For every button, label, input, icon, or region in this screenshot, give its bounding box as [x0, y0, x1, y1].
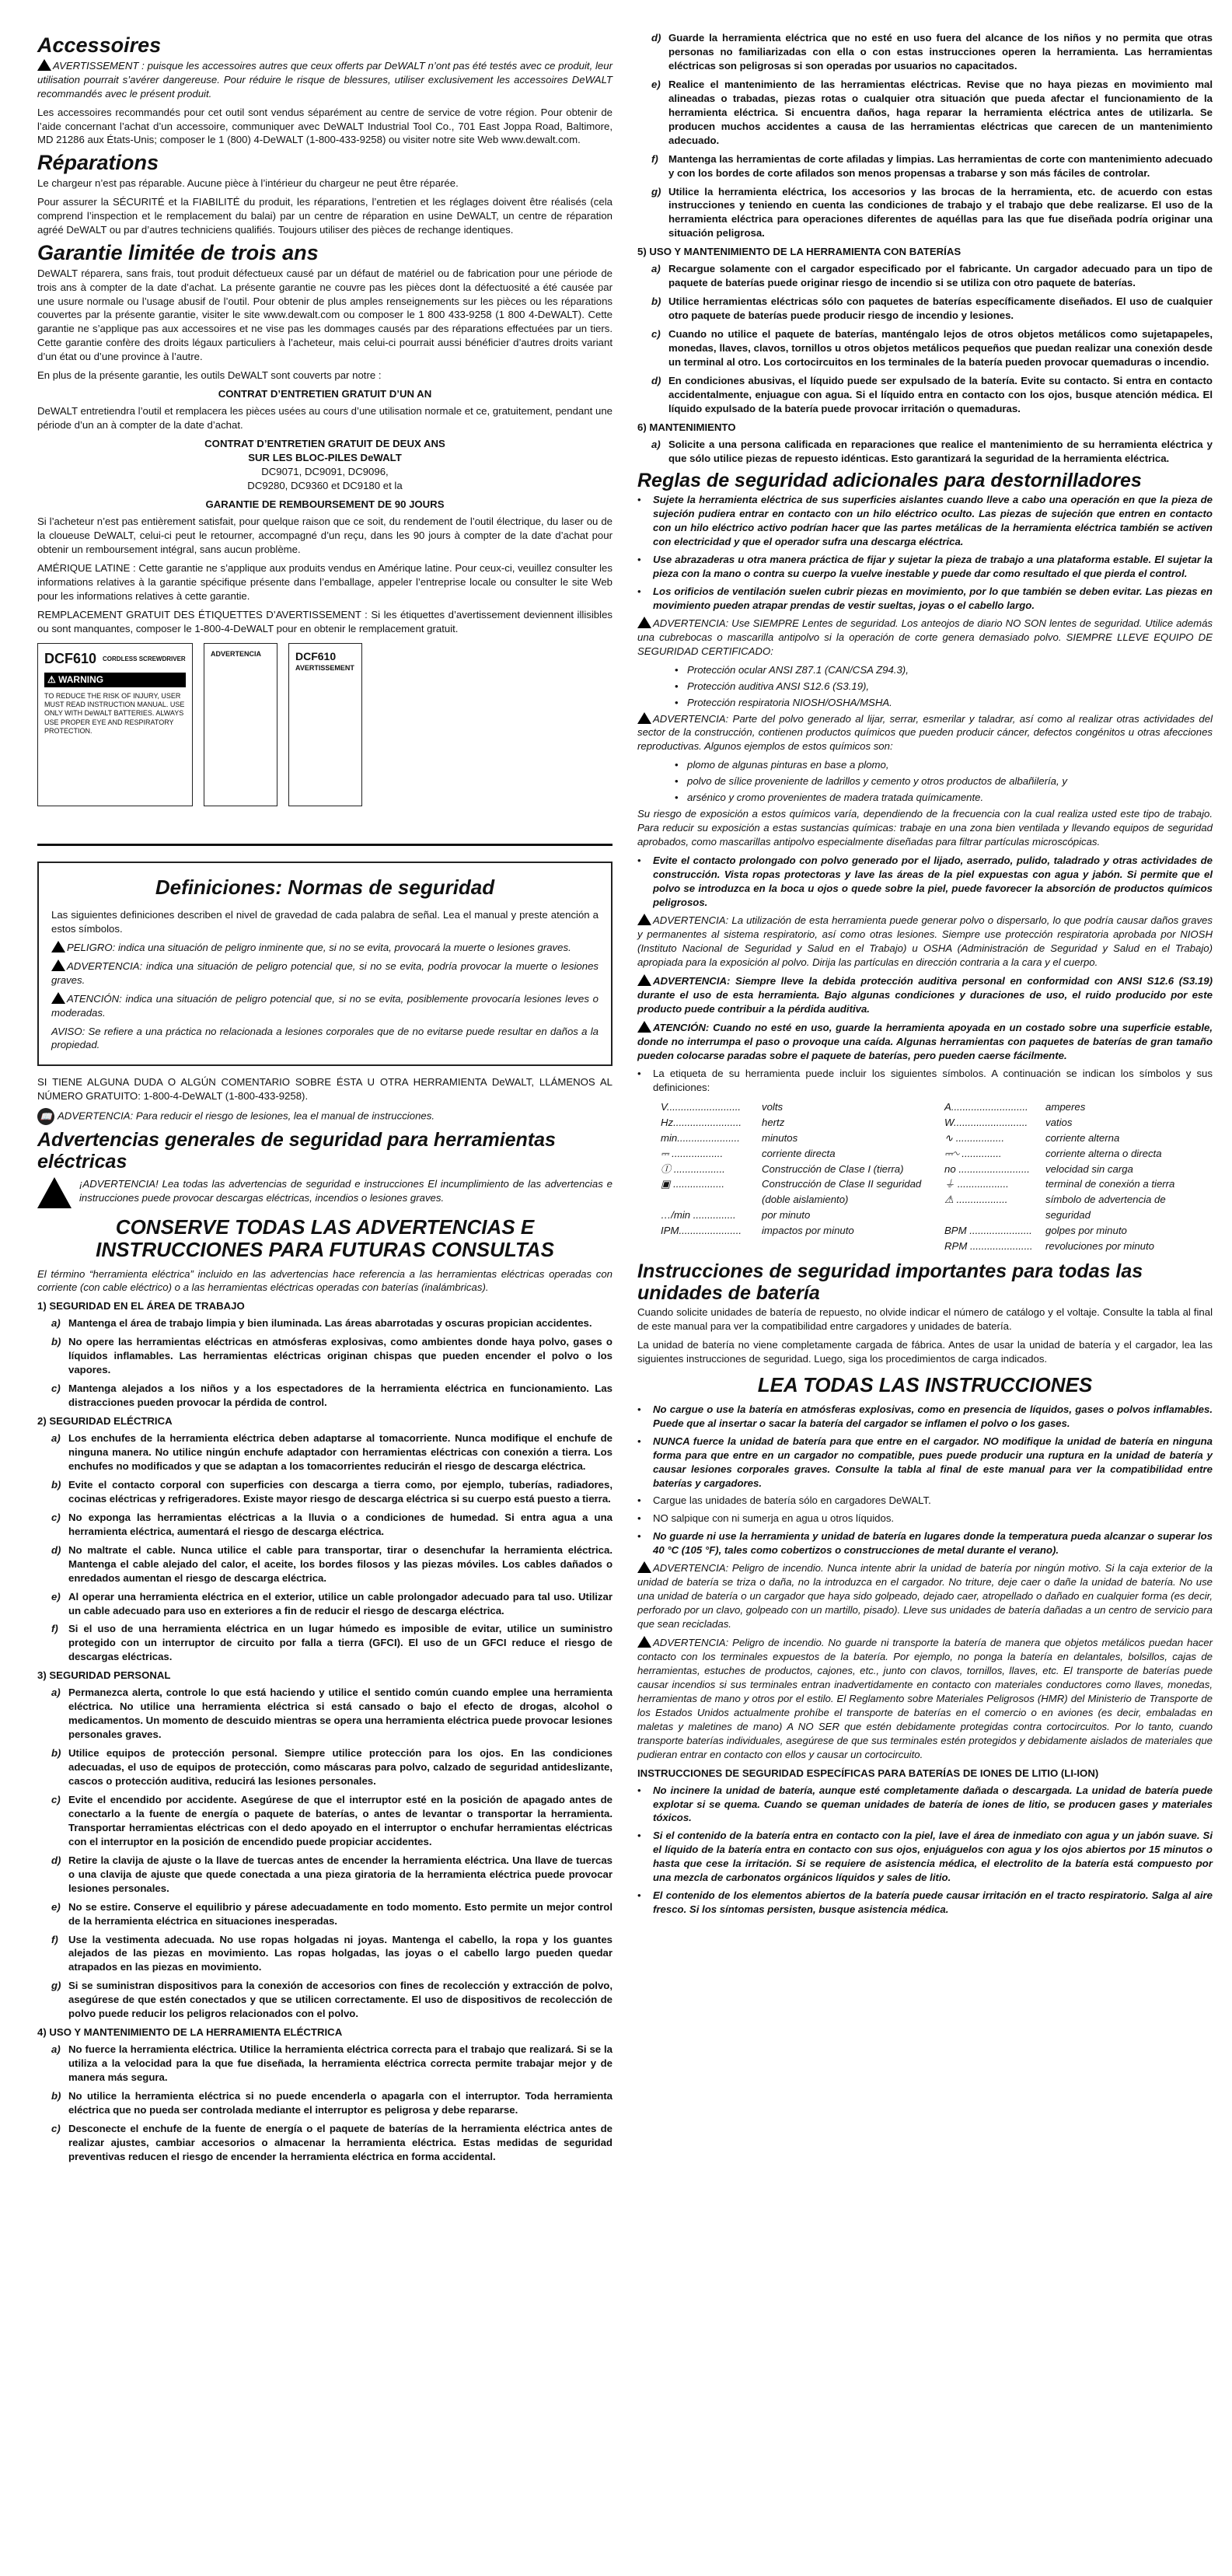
symbol-key: A........................... [944, 1101, 1028, 1113]
symbol-row [944, 1192, 1213, 1223]
item-2d: d) No maltrate el cable. Nunca utilice el cable para transportar, tirar o desenchufar la herramienta eléctrica. Mantenga el cable alejado del calor, el aceite, los bordes filosos y las piezas móviles. Los cables dañados o enredados aumentan el riesgo de descarga eléctrica. [51, 1543, 613, 1584]
garantie-p2: En plus de la présente garantie, les outils DeWALT sont couverts par notre : [37, 369, 382, 382]
sec-6: 6) MANTENIMIENTO [637, 421, 736, 433]
generales-intro: El término “herramienta eléctrica” incluido en las advertencias hace referencia a las herramientas eléctricas operadas con corriente (con cable eléctrico) o a las herramientas eléctricas operadas con baterías (inalámbricas). [37, 1267, 613, 1294]
reparations-p2: Pour assurer la SÉCURITÉ et la FIABILITÉ du produit, les réparations, l’entretien et les réglages doivent être réalisés (cela comprend l’inspection et le remplacement du balai) par un centre de réparation en usine DeWALT, un centre de réparation agréé DeWALT ou par d’autres techniciens qualifiés. Toujours utiliser des pièces de rechange identiques. [37, 196, 613, 236]
warning-triangle-icon [637, 914, 651, 925]
destorn-adv4: ADVERTENCIA: Siempre lleve la debida protección auditiva personal en conformidad con ANSI S12.6 (S3.19) durante el uso de esta herramienta. Bajo algunas condiciones y duraciones de uso, el ruido producido por este producto puede contribuir a la pérdida auditiva. [637, 974, 1213, 1015]
sec-4: 4) USO Y MANTENIMIENTO DE LA HERRAMIENTA ELÉCTRICA [37, 2026, 343, 2039]
garantie-p5: AMÉRIQUE LATINE : Cette garantie ne s’applique aux produits vendus en Amérique latine. Pour ceux-ci, veuillez consulter les informations relatives à la garantie spécifique présente dans l’emballage, appeler l’entreprise locale ou consulter le site Web pour les informations relatives à cette garantie. [37, 561, 613, 602]
warning-triangle-icon [37, 59, 51, 71]
item-3b: b) Utilice equipos de protección personal. Siempre utilice protección para los ojos. En las condiciones adecuadas, el uso de equipos de protección, como máscaras para polvo, calzado de seguridad antideslizante, cascos o protección auditiva, reducirá las lesiones personales. [51, 1747, 613, 1787]
item-1c: c) Mantenga alejados a los niños y a los espectadores de la herramienta eléctrica en funcionamiento. Las distracciones pueden provocar la pérdida de control. [51, 1382, 613, 1409]
read-manual-icon: 📖 [37, 1108, 54, 1125]
item-3c: c) Evite el encendido por accidente. Asegúrese de que el interruptor esté en la posición de apagado antes de conectarlo a la fuente de energía o paquete de baterías, o antes de levantar o transportar la herramienta. Transportar herramientas eléctricas con el dedo apoyado en el interruptor o enchufar herramientas eléctricas con el interruptor en la posición de encendido puede propiciar accidentes. [51, 1793, 613, 1847]
destorn-b2: • Use abrazaderas u otra manera práctica de fijar y sujetar la pieza de trabajo a una plataforma estable. El sujetar la pieza con la mano o contra su cuerpo la vuelve inestable y puede dar como resultado el que pierda el control. [637, 554, 1213, 579]
symbol-meaning: vatios [1045, 1117, 1073, 1129]
garantie-h2c: DC9071, DC9091, DC9096, [261, 465, 389, 477]
item-2c: c) No exponga las herramientas eléctricas a la lluvia o a condiciones de humedad. Si entra agua a una herramienta eléctrica, aumentará el riesgo de descarga eléctrica. [51, 1511, 613, 1537]
item-5c: c) Cuando no utilice el paquete de baterías, manténgalo lejos de otros objetos metálicos como sujetapapeles, monedas, llaves, clavos, tornillos u otros objetos metálicos pequeños que puedan realizar una conexión desde un terminal al otro. Los cortocircuitos en los terminales de la batería pueden provocar quemaduras o incendio. [651, 328, 1213, 369]
item-4c: c) Desconecte el enchufe de la fuente de energía o el paquete de baterías de la herramienta eléctrica antes de realizar ajustes, cambiar accesorios o almacenar la herramienta eléctrica. Estas medidas de seguridad preventivas reducen el riesgo de encender la herramienta eléctrica en forma accidental. [51, 2122, 613, 2162]
sec-5: 5) USO Y MANTENIMIENTO DE LA HERRAMIENTA CON BATERÍAS [637, 246, 962, 258]
item-1a: a) Mantenga el área de trabajo limpia y bien iluminada. Las áreas abarrotadas y oscuras propician accidentes. [51, 1317, 592, 1330]
sec-2: 2) SEGURIDAD ELÉCTRICA [37, 1415, 173, 1428]
symbol-row [944, 1176, 1213, 1192]
item-3d: d) Retire la clavija de ajuste o la llave de tuercas antes de encender la herramienta eléctrica. Una llave de tuercas o una clavija de ajuste que quede conectada a una pieza giratoria de la herramienta eléctrica puede provocar lesiones personales. [51, 1854, 613, 1894]
litio-b2: • Si el contenido de la batería entra en contacto con la piel, lave el área de inmediato con agua y un jabón suave. Si el líquido de la batería entra en contacto con sus ojos, enjuáguelos con agua y los ojos abiertos por 15 minutos o hasta que cese la irritación. Si se requiere de asistencia médica, el electrolito de la batería está compuesto por una mezcla de carbonatos orgánicos líquidos y sales de litio. [637, 1830, 1213, 1884]
symbol-meaning: corriente alterna o directa [1045, 1147, 1162, 1159]
warning-triangle-icon [51, 941, 65, 952]
destorn-adv2: ADVERTENCIA: Parte del polvo generado al lijar, serrar, esmerilar y taladrar, así como al realizar otras actividades del sector de la construcción, contienen productos químicos que pueden producir cáncer, defectos congénitos u otras afecciones reproductivas. Algunos ejemplos de estos químicos son: [637, 712, 1213, 753]
symbol-meaning: símbolo de advertencia de seguridad [1045, 1194, 1166, 1221]
sec-1: 1) SEGURIDAD EN EL ÁREA DE TRABAJO [37, 1300, 245, 1312]
item-5b: b) Utilice herramientas eléctricas sólo con paquetes de baterías específicamente diseñados. El uso de cualquier otro paquete de baterías puede producir riesgo de incendio y lesiones. [651, 295, 1213, 322]
destorn-adv1: ADVERTENCIA: Use SIEMPRE Lentes de seguridad. Los anteojos de diario NO SON lentes de seguridad. Utilice además una cubrebocas o mascarilla antipolvo si la operación de corte genera demasiado polvo. SIEMPRE LLEVE EQUIPO DE SEGURIDAD CERTIFICADO: [637, 617, 1213, 657]
warning-triangle-icon [37, 1177, 72, 1208]
symbol-key: min...................... [661, 1131, 740, 1144]
garantie-p6: REMPLACEMENT GRATUIT DES ÉTIQUETTES D’AVERTISSEMENT : Si les étiquettes d’avertissement deviennent illisibles ou sont manquantes, composer le 1-800-4-DeWALT pour en obtenir le remplacement gratuit. [37, 608, 613, 634]
warning-triangle-icon [637, 1021, 651, 1033]
item-3e: e) No se estire. Conserve el equilibrio y párese adecuadamente en todo momento. Esto permite un mejor control de la herramienta eléctrica en situaciones inesperadas. [51, 1900, 613, 1927]
reparations-p1: Le chargeur n’est pas réparable. Aucune pièce à l’intérieur du chargeur ne peut être réparée. [37, 177, 459, 190]
bateria-b2: • NUNCA fuerce la unidad de batería para que entre en el cargador. NO modifique la unidad de batería en ninguna forma para que entre en un cargador no compatible, pues puede producir una ruptura en la unidad de batería y causar lesiones corporales graves. Consulte la tabla al final de este manual para ver la compatibilidad entre baterías y cargadores. [637, 1435, 1213, 1489]
lea-heading: LEA TODAS LAS INSTRUCCIONES [757, 1373, 1093, 1397]
symbol-row [944, 1115, 1213, 1131]
conserve-heading: CONSERVE TODAS LAS ADVERTENCIAS E INSTRUCCIONES PARA FUTURAS CONSULTAS [96, 1215, 554, 1261]
divider [37, 844, 613, 846]
symbol-meaning: impactos por minuto [762, 1224, 854, 1236]
symbol-meaning: Construcción de Clase I (tierra) [762, 1162, 904, 1175]
symbol-meaning: hertz [762, 1117, 785, 1129]
garantie-p4: Si l’acheteur n’est pas entièrement satisfait, pour quelque raison que ce soit, du rendement de l’outil électrique, du laser ou de la cloueuse DeWALT, celui-ci peut le retourner, accompagné d’un reçu, dans les 90 jours à compter de la date d’achat pour obtenir un remboursement intégral, sans aucun problème. [37, 515, 613, 555]
warning-triangle-icon [637, 617, 651, 628]
item-4g: g) Utilice la herramienta eléctrica, los accesorios y las brocas de la herramienta, etc. de acuerdo con estas instrucciones y teniendo en cuenta las condiciones de trabajo y el trabajo que debe realizarse. El uso de la herramienta eléctrica para operaciones diferentes de aquéllas para las que fue diseñada podría originar una situación peligrosa. [651, 185, 1213, 239]
def-advertencia: ADVERTENCIA: indica una situación de peligro potencial que, si no se evita, podría provocar la muerte o lesiones graves. [51, 959, 599, 986]
symbol-row [661, 1115, 929, 1131]
symbol-meaning: revoluciones por minuto [1045, 1239, 1155, 1252]
symbol-key: ⏚ .................. [944, 1178, 1009, 1190]
reparations-title: Réparations [37, 151, 159, 175]
garantie-p3: DeWALT entretiendra l’outil et remplacera les pièces usées au cours d’une utilisation normale et ce, gratuitement, pendant une période d’un an à compter de la date d’achat. [37, 405, 613, 432]
item-4b: b) No utilice la herramienta eléctrica si no puede encenderla o apagarla con el interruptor. Toda herramienta eléctrica que no pueda ser controlada mediante el interruptor es peligrosa y debe repararse. [51, 2090, 613, 2116]
symbol-row [944, 1131, 1213, 1146]
item-2b: b) Evite el contacto corporal con superficies con descarga a tierra como, por ejemplo, tuberías, radiadores, cocinas eléctricas y refrigeradores. Existe mayor riesgo de descarga eléctrica si su cuerpo está puesto a tierra. [51, 1478, 613, 1505]
accessoires-body: Les accessoires recommandés pour cet outil sont vendus séparément au centre de service de votre région. Pour obtenir de l’aide concernant l’achat d’un accessoire, communiquer avec DeWALT Industrial Tool Co., 701 East Joppa Road, Baltimore, MD 21286 aux États-Unis; composer le 1 (800) 4-DeWALT (1-800-433-9258) ou visiter notre site Web www.dewalt.com. [37, 106, 613, 146]
litio-heading: INSTRUCCIONES DE SEGURIDAD ESPECÍFICAS PARA BATERÍAS DE IONES DE LITIO (LI-ION) [637, 1767, 1099, 1779]
destorn-adv3: ADVERTENCIA: La utilización de esta herramienta puede generar polvo o dispersarlo, lo que podría causar daños graves y permanentes al sistema respiratorio, así como otras lesiones. Siempre use protección respiratoria aprobada por NIOSH (Instituto Nacional de Seguridad y Salud en el Trabajo) u OSHA (Administración de Seguridad y Salud en el Trabajo) apropiada para la exposición al polvo. Dirija las partículas en dirección contraria a la cara y el cuerpo. [637, 914, 1213, 968]
bateria-adv2: ADVERTENCIA: Peligro de incendio. No guarde ni transporte la batería de manera que objetos metálicos puedan hacer contacto con los terminales expuestos de la batería. Por ejemplo, no ponga la batería en delantales, bolsillos, cajas de herramientas, estuches de productos, cajones, etc., junto con clavos, tornillos, llaves, etc. El transporte de baterías puede causar incendios si sus terminales entran inadvertidamente en contacto con materiales conductores como llaves, monedas, herramientas de mano y otros por el estilo. El Reglamento sobre Materiales Peligrosos (HMR) del Ministerio de Transporte de los Estados Unidos actualmente prohíbe el transporte de baterías en el comercio o en aviones (es decir, embaladas en maletas y maletines de mano) A NO SER que estén debidamente protegidas contra cortocircuitos. Por lo tanto, cuando transporte baterías individuales, asegúrese de que sus terminales estén protegidos y debidamente aislados de materiales que pudieran entrar en contacto con ellos y causar un cortocircuito. [637, 1637, 1213, 1760]
sec-3: 3) SEGURIDAD PERSONAL [37, 1669, 171, 1682]
symbol-key: Hz........................ [661, 1117, 742, 1129]
warning-triangle-icon [51, 992, 65, 1004]
left-column [37, 31, 613, 2169]
label-spanish: ADVERTENCIA [204, 643, 277, 806]
symbol-key: IPM...................... [661, 1224, 742, 1236]
symbol-meaning: terminal de conexión a tierra [1045, 1178, 1175, 1190]
bateria-b5: • No guarde ni use la herramienta y unidad de batería en lugares donde la temperatura pueda alcanzar o superar los 40 °C (105 °F), tales como cobertizos o construcciones de metal durante el verano). [637, 1530, 1213, 1557]
item-4f: f) Mantenga las herramientas de corte afiladas y limpias. Las herramientas de corte con mantenimiento adecuado y con los bordes de corte afilados son menos propensas a trabarse y son más fáciles de controlar. [651, 152, 1213, 179]
item-4e: e) Realice el mantenimiento de las herramientas eléctricas. Revise que no haya piezas en movimiento mal alineadas o trabadas, piezas rotas o cualquier otra situación que pueda afectar el funcionamiento de la herramienta eléctrica. Si encuentra daños, haga reparar la herramienta eléctrica antes de utilizarla. Se producen muchos accidentes a causa de las herramientas eléctricas que carecen de un mantenimiento adecuado. [651, 78, 1213, 146]
product-label [37, 643, 193, 806]
warning-triangle-icon [637, 1561, 651, 1573]
bateria-b3: • Cargue las unidades de batería sólo en cargadores DeWALT. [637, 1494, 931, 1507]
destorn-aten: ATENCIÓN: Cuando no esté en uso, guarde la herramienta apoyada en un costado sobre una superficie estable, donde no interrumpa el paso o provoque una caída. Algunas herramientas con paquetes de baterías de gran tamaño pueden colocarse paradas sobre el paquete de baterías, pero pueden caerse fácilmente. [637, 1021, 1213, 1061]
def-peligro: PELIGRO: indica una situación de peligro inminente que, si no se evita, provocará la muerte o lesiones graves. [51, 941, 599, 955]
symbol-row [944, 1162, 1213, 1177]
destorn-sub5: • polvo de sílice proveniente de ladrillos y cemento y otros productos de albañilería, y [675, 775, 1067, 788]
symbol-meaning: amperes [1045, 1101, 1086, 1113]
adv-read-manual: 📖 ADVERTENCIA: Para reducir el riesgo de lesiones, lea el manual de instrucciones. [37, 1108, 613, 1125]
destorn-b5: • La etiqueta de su herramienta puede incluir los siguientes símbolos. A continuación se indican los símbolos y sus definiciones: [637, 1068, 1213, 1094]
product-label-text: TO REDUCE THE RISK OF INJURY, USER MUST READ INSTRUCTION MANUAL. USE ONLY WITH DeWALT BATTERIES. ALWAYS USE PROPER EYE AND RESPIRATORY PROTECTION. [44, 691, 185, 735]
item-4d: d) Guarde la herramienta eléctrica que no esté en uso fuera del alcance de los niños y no permita que otras personas no familiarizadas con ella o con estas instrucciones operen la herramienta. Las herramientas eléctricas son peligrosas si son operadas por usuarios no capacitados. [651, 32, 1213, 72]
item-1b: b) No opere las herramientas eléctricas en atmósferas explosivas, como ambientes donde haya polvo, gases o líquidos inflamables. Las herramientas eléctricas originan chispas que pueden encender el polvo o los vapores. [51, 1336, 613, 1376]
symbol-row [661, 1131, 929, 1146]
bateria-b1: • No cargue o use la batería en atmósferas explosivas, como en presencia de líquidos, gases o polvos inflamables. Puede que al insertar o sacar la batería del cargador se inflamen el polvo o los gases. [637, 1403, 1213, 1429]
symbol-key: RPM ...................... [944, 1239, 1033, 1252]
symbol-row [661, 1176, 929, 1208]
symbol-meaning: corriente alterna [1045, 1131, 1120, 1144]
right-column [637, 31, 1213, 1921]
product-label-model: DCF610 CORDLESS SCREWDRIVER [44, 651, 186, 667]
symbol-key: BPM ...................... [944, 1224, 1032, 1236]
destorn-sub3: • Protección respiratoria NIOSH/OSHA/MSHA. [675, 696, 892, 708]
destorn-b1: • Sujete la herramienta eléctrica de sus superficies aislantes cuando lleve a cabo una operación en que la pieza de sujeción pudiera entrar en contacto con un hilo eléctrico oculto. Las piezas de sujeción que entren en contacto con un hilo eléctrico activo podrían hacer que las partes metálicas de la herramienta eléctrica también se activen con electricidad y que el operador sufra una descarga eléctrica. [637, 494, 1213, 548]
symbol-row [944, 1099, 1213, 1115]
symbol-row [944, 1223, 1213, 1239]
symbol-meaning: golpes por minuto [1045, 1224, 1127, 1236]
symbol-row [661, 1208, 929, 1223]
symbol-meaning: por minuto [762, 1208, 811, 1221]
symbol-key: ▣ .................. [661, 1178, 725, 1190]
item-4a: a) No fuerce la herramienta eléctrica. Utilice la herramienta eléctrica correcta para el trabajo que realizará. Si se la utiliza a la velocidad para la que fue diseñada, la herramienta eléctrica correcta permite trabajar mejor y de manera más segura. [51, 2043, 613, 2084]
bateria-adv1: ADVERTENCIA: Peligro de incendio. Nunca intente abrir la unidad de batería por ningún motivo. Si la caja exterior de la unidad de batería se triza o daña, no la introduzca en el cargador. No triture, deje caer o dañe la unidad de batería. No use una unidad de batería o un cargador que haya sido golpeado, dejado caer, atropellado o dañado en cualquier forma (es decir, perforado por un clavo, golpeado con un martillo, pisado). Lleve sus unidades de batería dañadas a un centro de servicio para que sean recicladas. [637, 1562, 1213, 1631]
warning-triangle-icon [637, 1636, 651, 1648]
symbol-row [661, 1146, 929, 1162]
symbol-key: ⚠ .................. [944, 1194, 1008, 1206]
litio-b1: • No incinere la unidad de batería, aunque esté completamente dañada o descargada. La unidad de batería puede explotar si se quema. Cuando se queman unidades de batería de iones de litio, se producen gases y materiales tóxicos. [637, 1784, 1213, 1824]
bateria-p2: La unidad de batería no viene completamente cargada de fábrica. Antes de usar la unidad de batería y el cargador, lea las siguientes instrucciones de seguridad. Luego, siga los procedimientos de carga indicados. [637, 1339, 1213, 1365]
symbol-col-left [661, 1099, 929, 1253]
bateria-title: Instrucciones de seguridad importantes para todas las unidades de batería [637, 1260, 1143, 1304]
destorn-b4: • Evite el contacto prolongado con polvo generado por el lijado, aserrado, pulido, taladrado y otras actividades de construcción. Vista ropas protectoras y lave las áreas de la piel expuestas con agua y jabón. Si permite que el polvo se introduzca en la boca u ojos o quede sobre la piel, puede favorecer la absorción de productos químicos peligrosos. [637, 855, 1213, 908]
generales-warning: ¡ADVERTENCIA! Lea todas las advertencias de seguridad e instrucciones El incumplimiento de las advertencias e instrucciones puede provocar descargas eléctricas, incendios o lesiones graves. [37, 1177, 613, 1208]
destorn-sub1: • Protección ocular ANSI Z87.1 (CAN/CSA Z94.3), [675, 663, 909, 676]
symbol-row [661, 1223, 929, 1239]
destorn-riesgo: Su riesgo de exposición a estos químicos varía, dependiendo de la frecuencia con la cual realiza usted este tipo de trabajo. Para reducir su exposición a estas sustancias químicas: trabaje en una zona bien ventilada y llevando equipos de seguridad aprobados, como mascarillas antipolvo especialmente diseñadas para filtrar partículas microscópicas. [637, 808, 1213, 848]
garantie-h1: CONTRAT D’ENTRETIEN GRATUIT D’UN AN [218, 388, 432, 400]
symbol-row [944, 1239, 1213, 1254]
symbol-key: ⎓ .................. [661, 1147, 724, 1159]
warning-triangle-icon [637, 974, 651, 986]
product-label-warning: ⚠ WARNING [44, 673, 186, 687]
symbol-key: Ⓘ .................. [661, 1162, 725, 1175]
item-3g: g) Si se suministran dispositivos para la conexión de accesorios con fines de recolección y extracción de polvo, asegúrese de que estén conectados y que se utilicen correctamente. El uso de dispositivos de recolección de polvo puede reducir los peligros relacionados con el polvo. [51, 1980, 613, 2020]
accessoires-title: Accessoires [37, 33, 162, 57]
destorn-b3: • Los orificios de ventilación suelen cubrir piezas en movimiento, por lo que también se deben evitar. Las piezas en movimiento pueden atrapar prendas de vestir sueltas, joyas o el cabello largo. [637, 585, 1213, 611]
item-5d: d) En condiciones abusivas, el líquido puede ser expulsado de la batería. Evite su contacto. Si entra en contacto accidentalmente, enjuague con agua. Si el líquido entra en contacto con los ojos, busque atención médica. El líquido expulsado de la batería puede provocar irritación o quemaduras. [651, 374, 1213, 414]
symbol-key: …/min ............... [661, 1208, 736, 1221]
item-2f: f) Si el uso de una herramienta eléctrica en un lugar húmedo es imposible de evitar, utilice un suministro protegido con un interruptor de circuito por falla a tierra (GFCI). El uso de un GFCI reduce el riesgo de descargas eléctricas. [51, 1623, 613, 1663]
bateria-p1: Cuando solicite unidades de batería de repuesto, no olvide indicar el número de catálogo y el voltaje. Consulte la tabla al final de este manual para ver la compatibilidad entre cargadores y unidades de batería. [637, 1306, 1213, 1333]
warning-triangle-icon [51, 959, 65, 971]
symbol-key: W.......................... [944, 1117, 1028, 1129]
symbol-key: V.......................... [661, 1101, 742, 1113]
generales-title: Advertencias generales de seguridad para herramientas eléctricas [37, 1129, 556, 1173]
symbol-col-right [944, 1099, 1213, 1253]
definitions-p1: Las siguientes definiciones describen el nivel de gravedad de cada palabra de señal. Lea el manual y preste atención a estos símbolos. [51, 908, 599, 935]
item-2a: a) Los enchufes de la herramienta eléctrica deben adaptarse al tomacorriente. Nunca modifique el enchufe de ninguna manera. No utilice ningún enchufe adaptador con herramientas eléctricas con conexión a tierra. Los enchufes no modificados y que se adaptan a los tomacorrientes reducirán el riesgo de descarga eléctrica. [51, 1432, 613, 1472]
label-french: DCF610 AVERTISSEMENT [288, 643, 362, 806]
litio-b3: • El contenido de los elementos abiertos de la batería puede causar irritación en el tracto respiratorio. Salga al aire fresco. Si los síntomas persisten, busque asistencia médica. [637, 1889, 1213, 1916]
destorn-sub6: • arsénico y cromo provenientes de madera tratada químicamente. [675, 792, 984, 804]
warning-triangle-icon [637, 712, 651, 724]
symbol-meaning: velocidad sin carga [1045, 1162, 1133, 1175]
contact-text: SI TIENE ALGUNA DUDA O ALGÚN COMENTARIO SOBRE ÉSTA U OTRA HERRAMIENTA DeWALT, LLÁMENOS AL NÚMERO GRATUITO: 1-800-4-DeWALT (1-800-433-9258). [37, 1076, 613, 1103]
garantie-h2a: CONTRAT D’ENTRETIEN GRATUIT DE DEUX ANS [204, 438, 445, 450]
item-3a: a) Permanezca alerta, controle lo que está haciendo y utilice el sentido común cuando emplee una herramienta eléctrica. No utilice una herramienta eléctrica si está cansado o bajo el efecto de drogas, alcohol o medicamentos. Un momento de descuido mientras se opera una herramienta eléctrica puede provocar lesiones personales graves. [51, 1686, 613, 1741]
symbol-key: ⎓∿ .............. [944, 1147, 1002, 1159]
item-6a: a) Solicite a una persona calificada en reparaciones que realice el mantenimiento de su herramienta eléctrica y que sólo utilice piezas de repuesto idénticas. Esto garantizará la seguridad de la herramienta eléctrica. [651, 438, 1213, 464]
item-5a: a) Recargue solamente con el cargador especificado por el fabricante. Un cargador adecuado para un tipo de paquete de baterías puede originar riesgo de incendio si se utiliza con otro paquete de baterías. [651, 263, 1213, 289]
def-atencion: ATENCIÓN: indica una situación de peligro potencial que, si no se evita, posiblemente provocaría lesiones leves o moderadas. [51, 992, 599, 1019]
destorn-sub2: • Protección auditiva ANSI S12.6 (S3.19), [675, 680, 870, 692]
accessoires-warning: AVERTISSEMENT : puisque les accessoires autres que ceux offerts par DeWALT n’ont pas été testés avec ce produit, leur utilisation pourrait s’avérer dangereuse. Pour réduire le risque de blessures, utiliser exclusivement les accessoires DeWALT recommandés avec le présent produit. [37, 59, 613, 100]
symbol-row [661, 1099, 929, 1115]
symbol-meaning: volts [762, 1101, 784, 1113]
item-3f: f) Use la vestimenta adecuada. No use ropas holgadas ni joyas. Mantenga el cabello, la ropa y los guantes alejados de las piezas en movimiento. Las ropas holgadas, las joyas o el cabello largo pueden quedar atrapados en las piezas en movimiento. [51, 1933, 613, 1973]
definitions-box [37, 862, 613, 1066]
symbol-key: ∿ ................. [944, 1131, 1005, 1144]
bateria-b4: • NO salpique con ni sumerja en agua u otros líquidos. [637, 1512, 895, 1525]
definitions-title: Definiciones: Normas de seguridad [155, 876, 495, 900]
garantie-title: Garantie limitée de trois ans [37, 240, 319, 264]
def-aviso: AVISO: Se refiere a una práctica no relacionada a lesiones corporales que de no evitarse puede resultar en daños a la propiedad. [51, 1025, 599, 1051]
symbol-row [661, 1162, 929, 1177]
garantie-h3: GARANTIE DE REMBOURSEMENT DE 90 JOURS [205, 498, 445, 510]
warning-labels [37, 643, 613, 806]
symbol-meaning: Construcción de Clase II seguridad (doble aislamiento) [762, 1178, 922, 1206]
symbol-row [944, 1146, 1213, 1162]
symbol-table [661, 1099, 1213, 1253]
destorn-title: Reglas de seguridad adicionales para destornilladores [637, 469, 1142, 491]
item-2e: e) Al operar una herramienta eléctrica en el exterior, utilice un cable prolongador adecuado para tal uso. Utilizar un cable adecuado para uso en exteriores a fin de reducir el riesgo de descarga eléctrica. [51, 1590, 613, 1617]
symbol-meaning: minutos [762, 1131, 798, 1144]
garantie-h2d: DC9280, DC9360 et DC9180 et la [247, 479, 403, 491]
symbol-key: no ......................... [944, 1162, 1030, 1175]
destorn-sub4: • plomo de algunas pinturas en base a plomo, [675, 759, 889, 771]
garantie-p1: DeWALT réparera, sans frais, tout produit défectueux causé par un défaut de matériel ou de fabrication pour une période de trois ans à compter de la date d’achat. La présente garantie ne couvre pas les pièces dont la défectuosité a été causée par une usure normale ou l’usage abusif de l’outil. Pour obtenir de plus amples renseignements sur les pièces ou les réparations couvertes par la présente garantie, visiter le site www.dewalt.com ou composer le 1 800 433-9258 (1 800 4-DeWALT). Cette garantie ne s’applique pas aux accessoires et ne vise pas les dommages causés par des réparations effectuées par un tiers. Cette garantie confère des droits légaux particuliers à l’acheteur, mais celui-ci pourrait aussi bénéficier d’autres droits variant d’un état ou d’une province à l’autre. [37, 267, 613, 363]
symbol-meaning: corriente directa [762, 1147, 836, 1159]
garantie-h2b: SUR LES BLOC-PILES DeWALT [248, 452, 402, 464]
